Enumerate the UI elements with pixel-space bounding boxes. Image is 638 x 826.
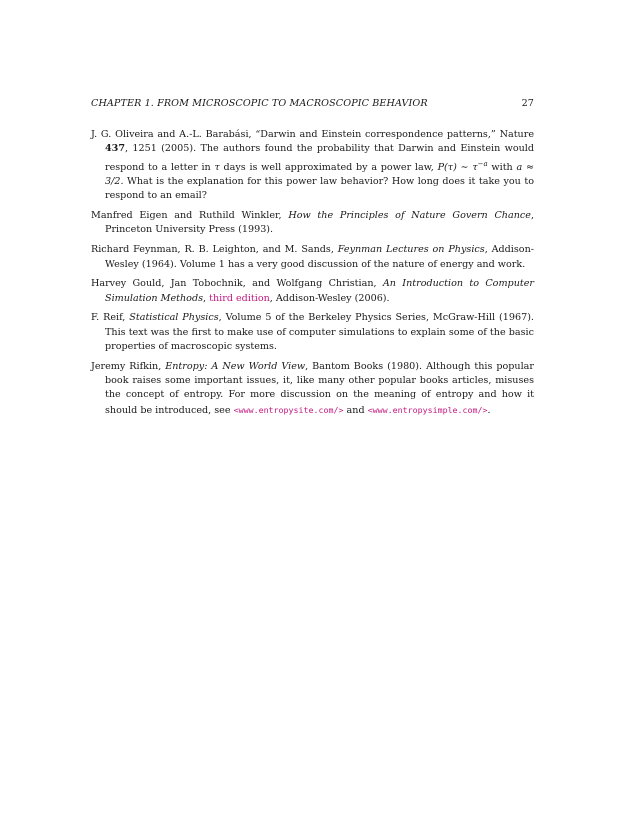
tau-symbol: τ bbox=[214, 161, 220, 173]
ref-authors: J. G. Oliveira and A.-L. Barabási, bbox=[91, 129, 256, 140]
reference-rifkin: Jeremy Rifkin, Entropy: A New World View, Bantom Books (1980). Although this popular book raises some important issues, it, like many other popular books articles, misuses the concept of entropy. For more discussion on the meaning of entropy and how it should be introduced, see <www.entropysite.com/> and <www.entropysimple.com/>. bbox=[91, 360, 534, 416]
ref-title: Entropy: A New World View bbox=[165, 360, 306, 372]
ref-volume: 437 bbox=[105, 143, 126, 155]
power-law-formula: P(τ) ∼ τ bbox=[437, 161, 478, 173]
ref-authors: Richard Feynman, R. B. Leighton, and M. Sands, bbox=[91, 244, 338, 256]
entropysimple-link[interactable]: <www.entropysimple.com/> bbox=[367, 404, 488, 415]
entropysite-link[interactable]: <www.entropysite.com/> bbox=[233, 404, 344, 415]
power-law-exponent: −a bbox=[477, 159, 488, 168]
ref-title: How the Principles of Nature Govern Chance bbox=[288, 210, 531, 222]
running-header bbox=[91, 98, 534, 112]
exponent-value: a ≈ 3/2 bbox=[105, 161, 534, 188]
reference-list bbox=[91, 128, 534, 418]
ref-title: “Darwin and Einstein correspondence patterns,” Nature bbox=[255, 129, 534, 140]
page-number: 27 bbox=[521, 98, 534, 109]
reference-reif: F. Reif, Statistical Physics, Volume 5 of the Berkeley Physics Series, McGraw-Hill (1967). This text was the first to make use of computer simulations to explain some of the basic properties of macroscopic systems. bbox=[91, 312, 534, 353]
reference-gould: Harvey Gould, Jan Tobochnik, and Wolfgang Christian, An Introduction to Computer Simulation Methods, third edition, Addison-Wesley (2006). bbox=[91, 278, 534, 304]
third-edition-link[interactable]: third edition bbox=[209, 292, 270, 304]
chapter-title: CHAPTER 1. FROM MICROSCOPIC TO MACROSCOPIC BEHAVIOR bbox=[91, 98, 428, 109]
ref-title: An Introduction to Computer Simulation Methods bbox=[105, 278, 534, 304]
ref-authors: Jeremy Rifkin, bbox=[91, 360, 166, 372]
reference-oliveira: J. G. Oliveira and A.-L. Barabási, “Darwin and Einstein correspondence patterns,” Nature 437, 1251 (2005). The authors found the probability that Darwin and Einstein would respond to a letter in τ days is well approximated by a power law, P(τ) ∼ $\tau^{-a}$ with a ≈ 3/2. What is the explanation for this power law behavior? How long does it take you to respond to an email? bbox=[91, 129, 534, 202]
ref-title: Feynman Lectures on Physics bbox=[337, 244, 485, 256]
ref-authors: Harvey Gould, Jan Tobochnik, and Wolfgang Christian, bbox=[91, 278, 383, 290]
reference-feynman: Richard Feynman, R. B. Leighton, and M. Sands, Feynman Lectures on Physics, Addison-Wesley (1964). Volume 1 has a very good discussion of the nature of energy and work. bbox=[91, 244, 534, 270]
ref-title: Statistical Physics bbox=[129, 312, 219, 324]
ref-authors: Manfred Eigen and Ruthild Winkler, bbox=[91, 210, 289, 222]
ref-authors: F. Reif, bbox=[91, 312, 130, 324]
document-page bbox=[91, 98, 534, 424]
reference-eigen: Manfred Eigen and Ruthild Winkler, How the Principles of Nature Govern Chance, Princeton University Press (1993). bbox=[91, 210, 534, 236]
